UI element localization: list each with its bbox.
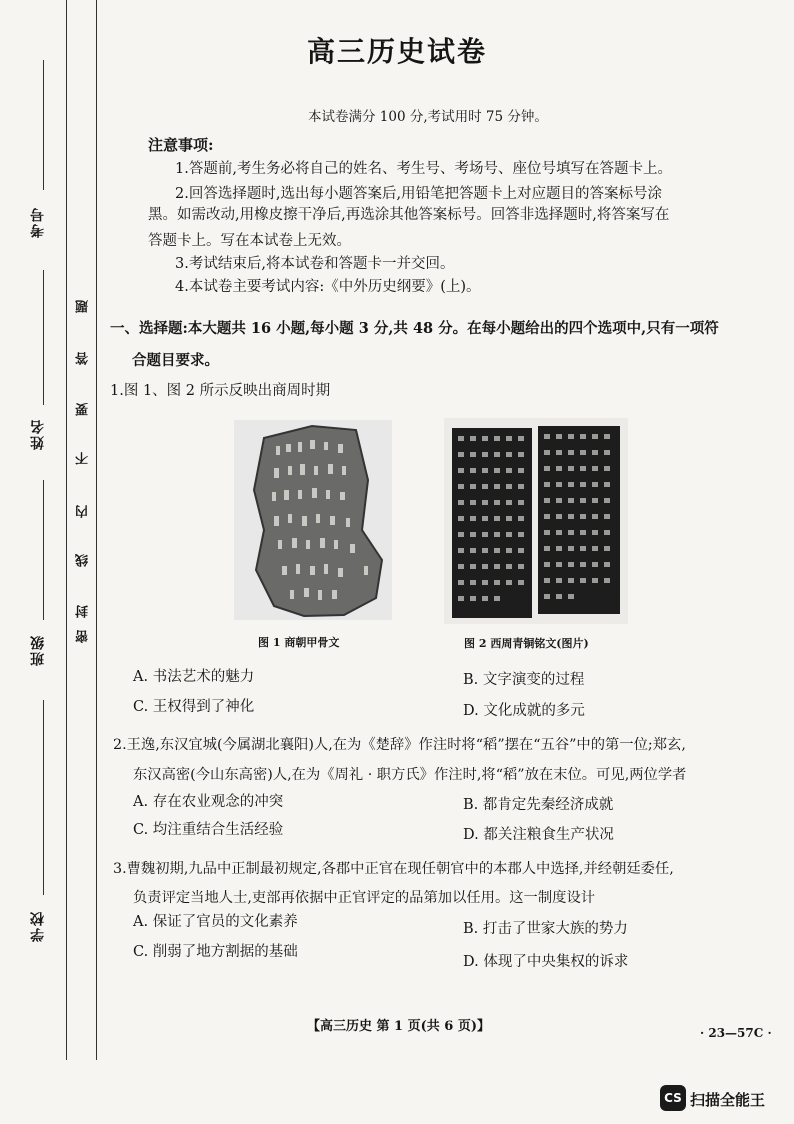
seal-char-feng: 封: [76, 605, 91, 618]
subtitle: 本试卷满分 100 分,考试用时 75 分钟。: [308, 109, 548, 125]
q1-option-d: D. 文化成就的多元: [463, 703, 585, 719]
notes-heading: 注意事项:: [148, 136, 214, 154]
q2-stem-line-2: 东汉高密(今山东高密)人,在为《周礼 · 职方氏》作注时,将“稻”放在末位。可见,两位学者: [133, 767, 687, 783]
binding-inner-line: [96, 0, 97, 1060]
q3-option-c: C. 削弱了地方割据的基础: [133, 944, 298, 960]
note-line-2: 2.回答选择题时,选出每小题答案后,用铅笔把答题卡上对应题目的答案标号涂: [175, 186, 663, 202]
exam-no-line: [43, 60, 44, 190]
school-line: [43, 700, 44, 895]
binding-outer-line: [66, 0, 67, 1060]
seal-char-mi: 密: [76, 630, 91, 643]
class-label: 班级: [30, 634, 46, 666]
q2-option-c: C. 均注重结合生活经验: [133, 822, 284, 838]
q1-option-c: C. 王权得到了神化: [133, 699, 255, 715]
seal-char-da: 答: [76, 352, 91, 365]
seal-char-bu: 不: [76, 452, 91, 465]
q2-option-b: B. 都肯定先秦经济成就: [463, 797, 614, 813]
q3-option-a: A. 保证了官员的文化素养: [133, 914, 298, 930]
q1-option-a: A. 书法艺术的魅力: [133, 669, 255, 685]
seal-char-ti: 题: [76, 300, 91, 313]
q2-option-d: D. 都关注粮食生产状况: [463, 827, 614, 843]
school-label: 学校: [30, 910, 46, 942]
note-line-1: 1.答题前,考生务必将自己的姓名、考生号、考场号、座位号填写在答题卡上。: [175, 161, 672, 177]
paper-code: · 23—57C ·: [700, 1026, 772, 1040]
class-line: [43, 480, 44, 620]
q1-stem: 1.图 1、图 2 所示反映出商周时期: [110, 383, 331, 399]
page-title: 高三历史试卷: [306, 35, 487, 68]
note-line-4: 答题卡上。写在本试卷上无效。: [148, 233, 351, 249]
q3-option-b: B. 打击了世家大族的势力: [463, 921, 628, 937]
section-heading-line-1: 一、选择题:本大题共 16 小题,每小题 3 分,共 48 分。在每小题给出的四个选项中,只有一项符: [110, 320, 719, 337]
figure-oracle-bone: [234, 420, 392, 620]
note-line-6: 4.本试卷主要考试内容:《中外历史纲要》(上)。: [175, 279, 481, 295]
note-line-3: 黑。如需改动,用橡皮擦干净后,再选涂其他答案标号。回答非选择题时,将答案写在: [148, 207, 670, 223]
q2-stem-line-1: 2.王逸,东汉宜城(今属湖北襄阳)人,在为《楚辞》作注时将“稻”摆在“五谷”中的第一位;郑玄,: [113, 737, 686, 753]
camscanner-label: 扫描全能王: [690, 1091, 766, 1109]
q3-option-d: D. 体现了中央集权的诉求: [463, 954, 629, 970]
figure-bronze-inscription: [444, 418, 628, 624]
figure-2-caption: 图 2 西周青铜铭文(图片): [464, 637, 589, 650]
seal-char-nei: 内: [76, 505, 91, 518]
seal-char-xian: 线: [76, 554, 91, 567]
name-line: [43, 270, 44, 405]
page-footer: 【高三历史 第 1 页(共 6 页)】: [307, 1019, 491, 1034]
q3-stem-line-2: 负责评定当地人士,吏部再依据中正官评定的品第加以任用。这一制度设计: [133, 890, 596, 906]
section-heading-line-2: 合题目要求。: [132, 352, 219, 369]
figure-1-caption: 图 1 商朝甲骨文: [258, 636, 340, 649]
q1-option-b: B. 文字演变的过程: [463, 672, 585, 688]
q2-option-a: A. 存在农业观念的冲突: [133, 794, 284, 810]
note-line-5: 3.考试结束后,将本试卷和答题卡一并交回。: [175, 256, 455, 272]
q3-stem-line-1: 3.曹魏初期,九品中正制最初规定,各郡中正官在现任朝官中的本郡人中选择,并经朝廷委任,: [113, 861, 674, 877]
seal-char-yao: 要: [76, 403, 91, 416]
name-label: 姓名: [30, 418, 46, 450]
camscanner-logo: CS: [660, 1085, 686, 1111]
exam-no-label: 考号: [30, 206, 46, 238]
